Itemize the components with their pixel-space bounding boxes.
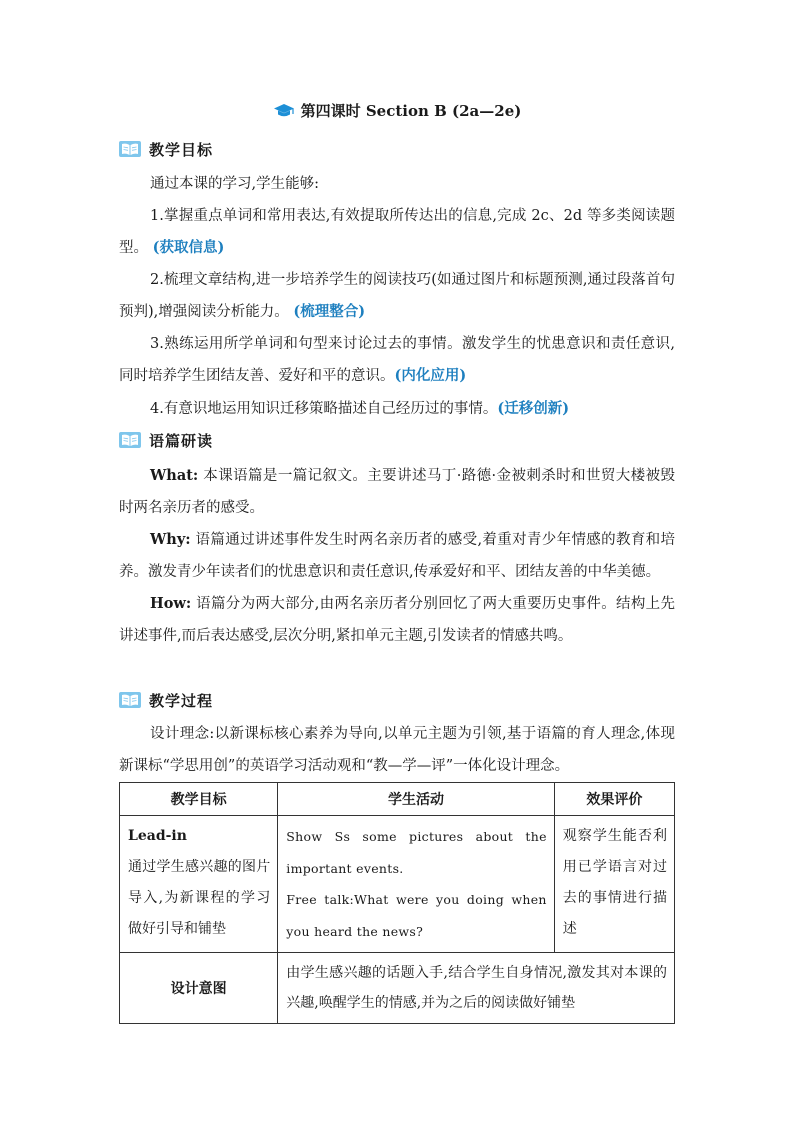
section-heading-objectives <box>119 137 213 161</box>
process-body <box>119 719 675 782</box>
goal-title: Lead-in <box>128 828 187 844</box>
lesson-title: 第四课时 Section B (2a—2e) <box>300 102 522 120</box>
evaluation-cell <box>554 816 674 953</box>
table-row <box>120 816 675 953</box>
activity-line: you heard the news? <box>286 923 424 939</box>
section-heading-label: 语篇研读 <box>149 431 214 450</box>
objective-tag: (获取信息) <box>152 239 225 256</box>
open-book-icon <box>119 691 141 709</box>
objective-item-3: 3.熟练运用所学单词和句型来讨论过去的事情。激发学生的忧患意识和责任意识,同时培养学生团结友善、爱好和平的意识。(内化应用) <box>119 335 675 384</box>
table-header-cell: 效果评价 <box>554 783 674 816</box>
goal-text: 通过学生感兴趣的图片导入,为新课程的学习做好引导和铺垫 <box>128 859 271 937</box>
activity-line: important events. <box>286 860 404 876</box>
objective-item-4: 4.有意识地运用知识迁移策略描述自己经历过的事情。(迁移创新) <box>150 399 570 417</box>
design-intent-text: 由学生感兴趣的话题入手,结合学生自身情况,激发其对本课的兴趣,唤醒学生的情感,并为之后的阅读做好铺垫 <box>286 965 667 1011</box>
section-heading-process <box>119 688 213 712</box>
section-heading-reading <box>119 428 213 452</box>
activity-line: Show Ss some pictures about the <box>286 829 547 844</box>
table-header-cell: 教学目标 <box>120 783 278 816</box>
open-book-icon <box>119 431 141 449</box>
design-philosophy: 设计理念:以新课标核心素养为导向,以单元主题为引领,基于语篇的育人理念,体现新课标“学思用创”的英语学习活动观和“教—学—评”一体化设计理念。 <box>119 726 675 774</box>
activity-cell <box>278 816 554 953</box>
reading-how: How: 语篇分为两大部分,由两名亲历者分别回忆了两大重要历史事件。结构上先讲述事件,而后表达感受,层次分明,紧扣单元主题,引发读者的情感共鸣。 <box>119 595 675 644</box>
design-intent-cell <box>278 953 675 1024</box>
graduation-cap-icon <box>273 103 295 123</box>
objective-item-1: 1.掌握重点单词和常用表达,有效提取所传达出的信息,完成 2c、2d 等多类阅读题型。 (获取信息) <box>119 207 675 256</box>
objectives-body <box>119 169 675 425</box>
section-heading-label: 教学目标 <box>149 140 214 159</box>
table-header-row <box>120 783 675 816</box>
table-header-cell: 学生活动 <box>278 783 554 816</box>
design-intent-label: 设计意图 <box>120 953 278 1024</box>
objective-tag: (梳理整合) <box>293 303 366 320</box>
evaluation-text: 观察学生能否利用已学语言对过去的事情进行描述 <box>562 828 667 937</box>
reading-body <box>119 460 675 652</box>
objective-tag: (迁移创新) <box>497 399 570 417</box>
table-row <box>120 953 675 1024</box>
objective-tag: (内化应用) <box>394 367 467 384</box>
lesson-title-line <box>0 100 794 123</box>
reading-why: Why: 语篇通过讲述事件发生时两名亲历者的感受,着重对青少年情感的教育和培养。激发青少年读者们的忧患意识和责任意识,传承爱好和平、团结友善的中华美德。 <box>119 531 675 580</box>
open-book-icon <box>119 140 141 158</box>
section-heading-label: 教学过程 <box>149 691 214 710</box>
reading-what: What: 本课语篇是一篇记叙文。主要讲述马丁·路德·金被刺杀时和世贸大楼被毁时两名亲历者的感受。 <box>119 467 675 516</box>
teaching-process-table <box>119 782 675 1024</box>
activity-line: Free talk:What were you doing when <box>286 892 547 907</box>
objective-item-2: 2.梳理文章结构,进一步培养学生的阅读技巧(如通过图片和标题预测,通过段落首句预判),增强阅读分析能力。 (梳理整合) <box>119 271 675 320</box>
goal-cell <box>120 816 278 953</box>
objectives-intro: 通过本课的学习,学生能够: <box>150 176 319 192</box>
